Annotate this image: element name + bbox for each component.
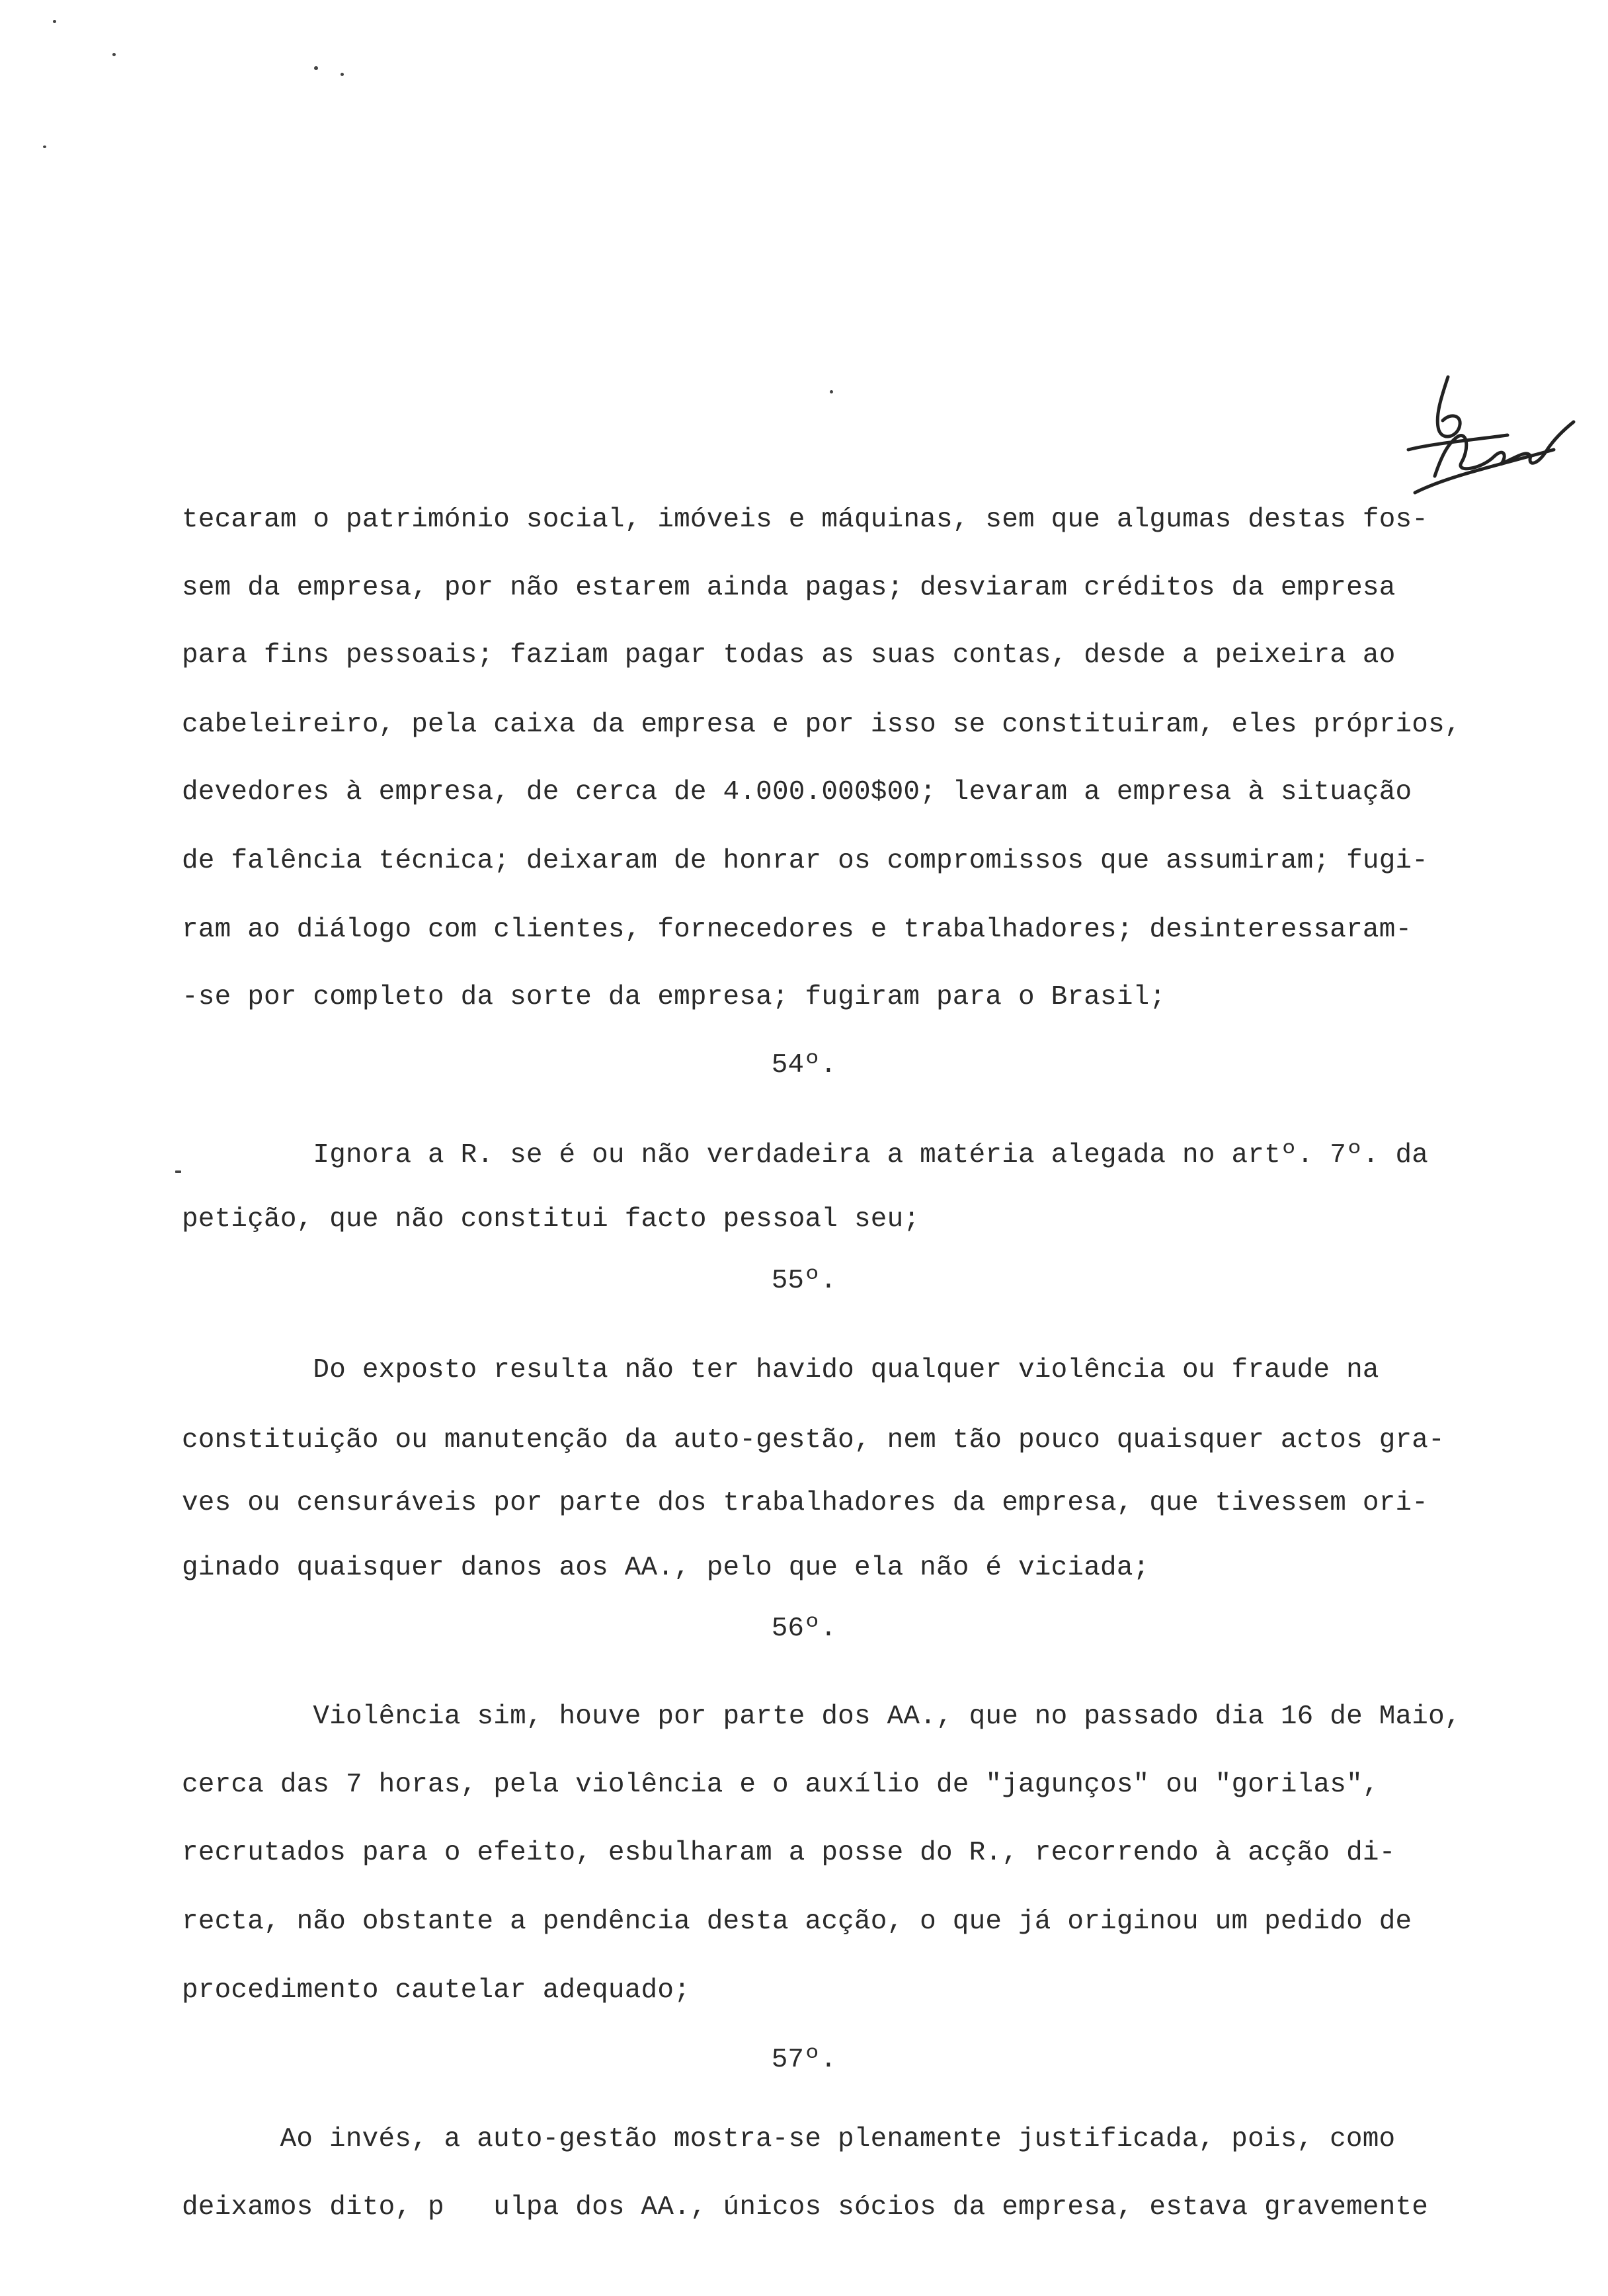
article-number: 56º. xyxy=(771,1614,837,1644)
article-number: 54º. xyxy=(771,1050,837,1081)
handwritten-page-mark xyxy=(1395,357,1587,509)
text-line: Do exposto resulta não ter havido qualquer violência ou fraude na xyxy=(182,1355,1379,1385)
scan-speck xyxy=(53,20,56,23)
scan-speck xyxy=(175,1170,181,1173)
text-line: devedores à empresa, de cerca de 4.000.000$00; levaram a empresa à situação xyxy=(182,777,1412,807)
text-line: deixamos dito, p ulpa dos AA., únicos sócios da empresa, estava gravemente xyxy=(182,2192,1429,2223)
scan-speck xyxy=(830,390,833,393)
text-line: petição, que não constitui facto pessoal seu; xyxy=(182,1204,920,1235)
scan-speck xyxy=(43,145,46,148)
text-line: Ignora a R. se é ou não verdadeira a matéria alegada no artº. 7º. da xyxy=(182,1140,1429,1170)
article-number: 55º. xyxy=(771,1266,837,1296)
text-line: sem da empresa, por não estarem ainda pagas; desviaram créditos da empresa xyxy=(182,573,1396,603)
text-line: Violência sim, houve por parte dos AA., que no passado dia 16 de Maio, xyxy=(182,1702,1461,1732)
text-line: Ao invés, a auto-gestão mostra-se plenamente justificada, pois, como xyxy=(165,2124,1396,2154)
scan-speck xyxy=(112,53,116,56)
text-line: de falência técnica; deixaram de honrar os compromissos que assumiram; fugi- xyxy=(182,846,1429,876)
text-line: constituição ou manutenção da auto-gestão, nem tão pouco quaisquer actos gra- xyxy=(182,1425,1445,1456)
text-line: recrutados para o efeito, esbulharam a posse do R., recorrendo à acção di- xyxy=(182,1838,1396,1868)
text-line: cerca das 7 horas, pela violência e o auxílio de "jagunços" ou "gorilas", xyxy=(182,1770,1379,1800)
text-line: tecaram o património social, imóveis e máquinas, sem que algumas destas fos- xyxy=(182,505,1429,535)
text-line: recta, não obstante a pendência desta acção, o que já originou um pedido de xyxy=(182,1906,1412,1937)
text-line: para fins pessoais; faziam pagar todas as suas contas, desde a peixeira ao xyxy=(182,640,1396,671)
text-line: cabeleireiro, pela caixa da empresa e por isso se constituiram, eles próprios, xyxy=(182,710,1461,740)
text-line: -se por completo da sorte da empresa; fugiram para o Brasil; xyxy=(182,982,1166,1012)
text-line: ram ao diálogo com clientes, fornecedores e trabalhadores; desinteressaram- xyxy=(182,915,1412,945)
scan-speck xyxy=(314,66,318,70)
text-line: procedimento cautelar adequado; xyxy=(182,1975,690,2006)
article-number: 57º. xyxy=(771,2045,837,2075)
text-line: ves ou censuráveis por parte dos trabalhadores da empresa, que tivessem ori- xyxy=(182,1488,1429,1518)
scan-speck xyxy=(341,73,344,76)
text-line: ginado quaisquer danos aos AA., pelo que ela não é viciada; xyxy=(182,1553,1150,1583)
